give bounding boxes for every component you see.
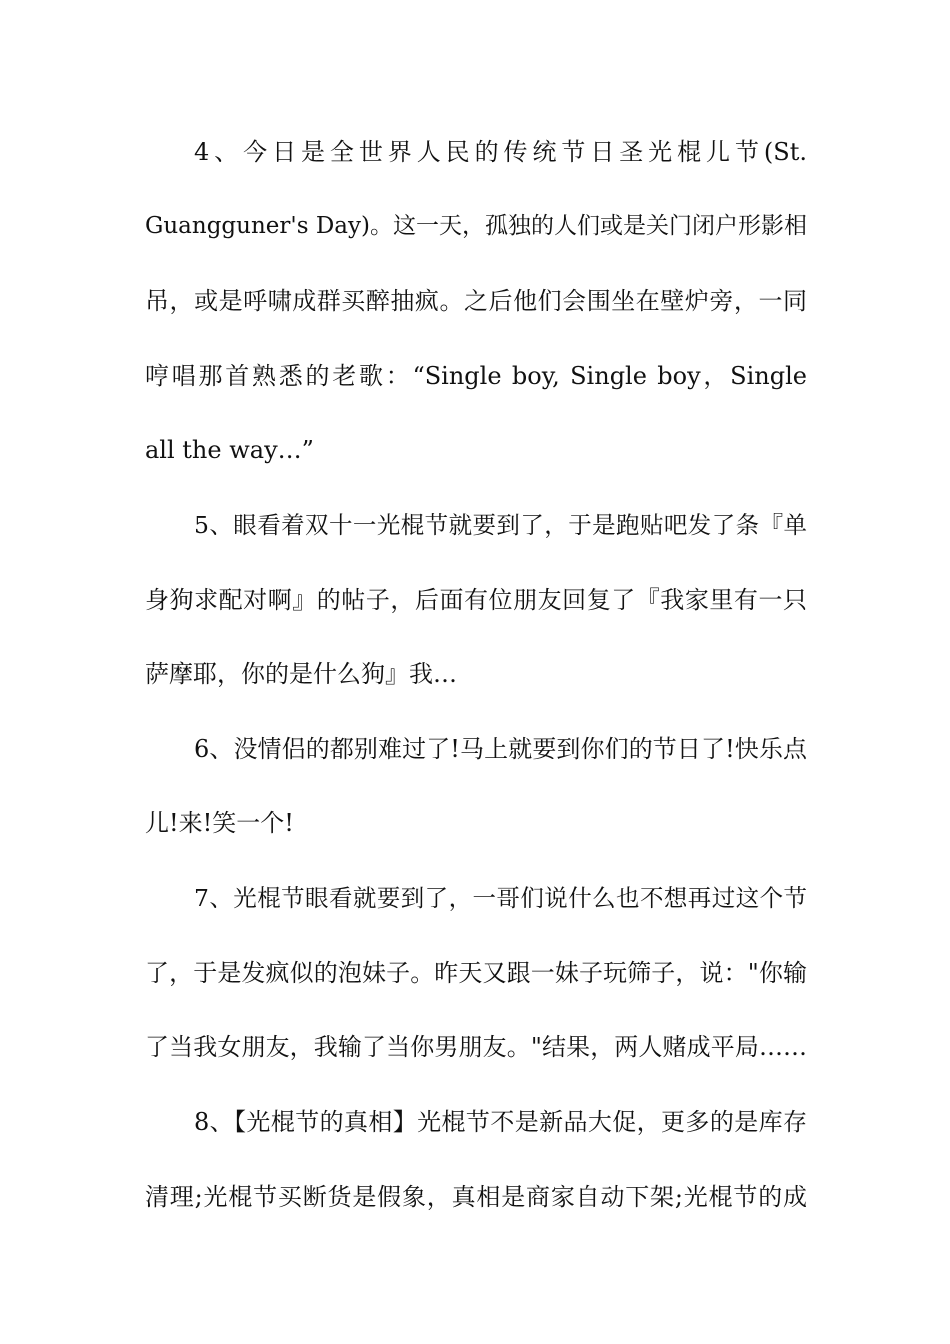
text-line-15: 清理;光棍节买断货是假象，真相是商家自动下架;光棍节的成 [145, 1183, 807, 1211]
text-line-3: 吊，或是呼啸成群买醉抽疯。之后他们会围坐在壁炉旁，一同 [145, 287, 807, 315]
text-line-11: 7、光棍节眼看就要到了，一哥们说什么也不想再过这个节 [194, 884, 807, 912]
text-line-8: 萨摩耶，你的是什么狗』我… [145, 660, 457, 688]
text-line-10: 儿!来!笑一个! [145, 809, 294, 837]
text-line-14: 8、【光棍节的真相】光棍节不是新品大促，更多的是库存 [194, 1108, 807, 1136]
text-line-1: 4、今日是全世界人民的传统节日圣光棍儿节(St. [194, 138, 807, 166]
text-line-6: 5、眼看着双十一光棍节就要到了，于是跑贴吧发了条『单 [194, 511, 807, 539]
text-line-5: all the way…” [145, 436, 314, 464]
text-line-13: 了当我女朋友，我输了当你男朋友。"结果，两人赌成平局…… [145, 1033, 807, 1061]
text-line-4: 哼唱那首熟悉的老歌：“Single boy, Single boy，Single [145, 362, 807, 390]
text-line-7: 身狗求配对啊』的帖子，后面有位朋友回复了『我家里有一只 [145, 586, 807, 614]
text-line-9: 6、没情侣的都别难过了!马上就要到你们的节日了!快乐点 [194, 735, 807, 763]
text-line-2: Guangguner's Day)。这一天，孤独的人们或是关门闭户形影相 [145, 213, 807, 239]
text-line-12: 了，于是发疯似的泡妹子。昨天又跟一妹子玩筛子，说："你输 [145, 959, 807, 987]
